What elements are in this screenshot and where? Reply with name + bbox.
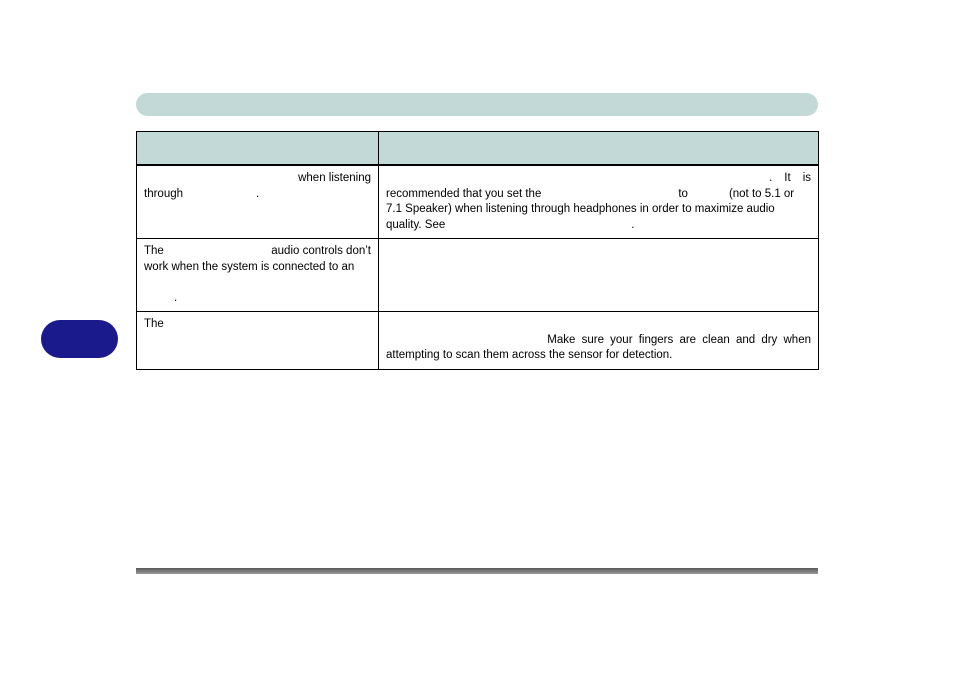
solution-text: 7.1 Speaker) when listening through headphones in order to maximize audio [386, 203, 775, 215]
problem-cell [137, 312, 379, 370]
solution-text: is [802, 172, 811, 184]
table-row [137, 239, 819, 312]
solution-text: Make sure your fingers are clean and dry when [547, 333, 811, 346]
solution-text: . [631, 218, 635, 231]
solution-text: attempting to scan them across the sensor for detection. [386, 349, 673, 361]
troubleshooting-table [136, 131, 819, 370]
solution-cell [379, 165, 819, 239]
header-bar [136, 93, 818, 116]
problem-text: when listening [298, 172, 371, 184]
problem-text: audio controls don’t [271, 245, 371, 257]
problem-cell [137, 239, 379, 312]
solution-text: . [769, 172, 773, 184]
problem-text: The [144, 318, 164, 330]
table-row [137, 165, 819, 239]
problem-text: . [174, 291, 178, 304]
problem-text: work when the system is connected to an [144, 260, 355, 273]
problem-text: The [144, 245, 164, 257]
table-row [137, 312, 819, 370]
solution-text: quality. See [386, 218, 446, 231]
problem-text: through [144, 187, 184, 200]
footer-bar [136, 568, 818, 574]
problem-cell [137, 165, 379, 239]
header-problem [137, 132, 379, 166]
header-solution [379, 132, 819, 166]
table-header-row [137, 132, 819, 166]
solution-text: recommended that you set the [386, 187, 542, 200]
solution-text: It [784, 172, 791, 184]
problem-text: . [256, 187, 260, 200]
solution-cell [379, 239, 819, 312]
solution-cell [379, 312, 819, 370]
chapter-tab [41, 320, 118, 358]
solution-text: (not to 5.1 or [728, 187, 795, 200]
solution-text: to [678, 187, 688, 200]
